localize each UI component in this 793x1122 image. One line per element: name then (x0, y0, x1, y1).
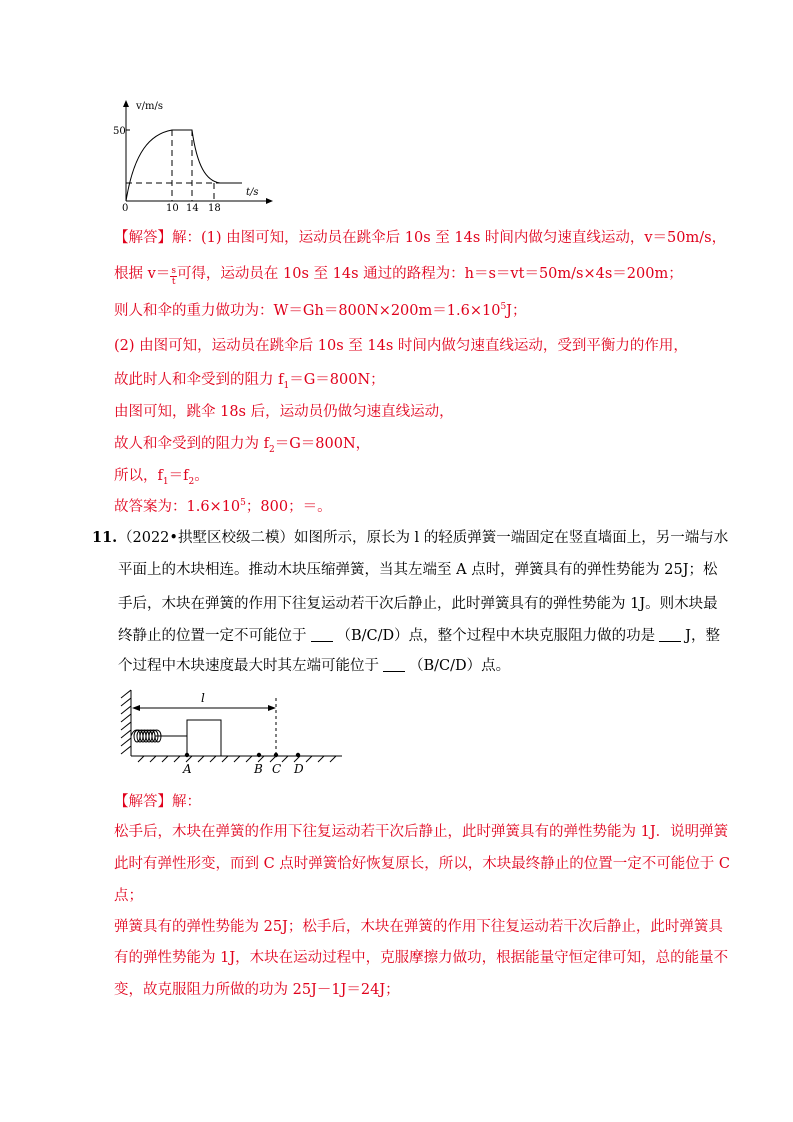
velocity-curve (126, 130, 242, 201)
answer-blank-3[interactable] (383, 657, 405, 672)
question11-line-4: 终静止的位置一定不可能位于 （B/C/D）点，整个过程中木块克服阻力做的功是 J，整 (118, 628, 720, 644)
y-axis-label: v/m/s (136, 101, 164, 112)
answer-blank-2[interactable] (659, 627, 681, 642)
solution1-line-4: (2) 由图可知，运动员在跳伞后 10s 至 14s 时间内做匀速直线运动，受到平衡力的作用， (114, 338, 688, 354)
solution2-line-3: 点； (114, 888, 143, 904)
solution-tag: 【解答】 (114, 794, 172, 810)
solution-tag: 【解答】 (114, 230, 172, 246)
point-D: D (294, 762, 304, 776)
wall (121, 690, 131, 756)
question-number: 11. (92, 529, 118, 546)
solution2-line-5: 有的弹性势能为 1J，木块在运动过程中，克服摩擦力做功，根据能量守恒定律可知，总的能量不 (114, 950, 729, 966)
spring (131, 730, 187, 742)
solution2-line-2: 此时有弹性形变，而到 C 点时弹簧恰好恢复原长，所以，木块最终静止的位置一定不可能位于 C (114, 856, 731, 872)
y-axis-arrow (123, 100, 129, 107)
solution2-line-1: 松手后，木块在弹簧的作用下往复运动若干次后静止，此时弹簧具有的弹性势能为 1J．说明弹簧 (114, 824, 729, 840)
fraction-s-over-t: $\frac{s}{t}$ (171, 266, 176, 287)
solution2-line-4: 弹簧具有的弹性势能为 25J；松手后，木块在弹簧的作用下往复运动若干次后静止，此时弹簧具 (114, 919, 723, 935)
solution1-line-5: 故此时人和伞受到的阻力 $f_1=G=800N$； (114, 372, 385, 391)
question11-line-1: （2022•拱墅区校级二模）如图所示，原长为 l 的轻质弹簧一端固定在竖直墙面上，另一端与水 (118, 530, 729, 546)
solution1-line-7: 故人和伞受到的阻力为 $f_2=G=800N$， (114, 436, 371, 455)
solution1-answer: 故答案为：$1.6\times 10^5$；800；＝。 (114, 498, 332, 515)
solution2-line-6: 变，故克服阻力所做的功为 25J－1J＝24J； (114, 982, 400, 998)
solution1-line-2: 根据 v＝ $\frac{s}{t}$ 可得，运动员在 10s 至 14s 通过的路程为：h＝s＝vt＝50m/s×4s＝200m； (114, 266, 683, 287)
solution1-line-3: 则人和伞的重力做功为：$W=Gh=800N\times 200m=1.6\times 10^5J$； (114, 302, 527, 319)
question11-line-2: 平面上的木块相连。推动木块压缩弹簧，当其左端至 A 点时，弹簧具有的弹性势能为 25J；松 (118, 562, 718, 578)
x-tick-10: 10 (166, 203, 179, 214)
wooden-block (187, 720, 221, 756)
x-axis-label: t/s (246, 187, 259, 198)
point-B: B (254, 762, 263, 776)
question11-line-5: 个过程中木块速度最大时其左端可能位于 （B/C/D）点。 (118, 658, 511, 674)
x-tick-14: 14 (186, 203, 199, 214)
x-tick-18: 18 (208, 203, 221, 214)
solution1-line-1: 【解答】解：(1) 由图可知，运动员在跳伞后 10s 至 14s 时间内做匀速直线运动，v＝50m/s， (114, 230, 727, 246)
spring-block-diagram (114, 688, 348, 780)
y-tick-50: 50 (113, 126, 126, 137)
solution1-line-8: 所以，$f_1=f_2$。 (114, 468, 209, 487)
velocity-time-graph (110, 96, 280, 214)
question11-line-3: 手后，木块在弹簧的作用下往复运动若干次后静止，此时弹簧具有的弹性势能为 1J。则木块最 (118, 596, 718, 612)
length-label: l (201, 691, 205, 705)
point-C: C (272, 762, 282, 776)
x-tick-0: 0 (122, 203, 129, 214)
x-axis-arrow (266, 198, 273, 204)
solution2-header: 【解答】解： (114, 794, 201, 810)
point-A: A (183, 762, 192, 776)
solution1-line-6: 由图可知，跳伞 18s 后，运动员仍做匀速直线运动， (114, 404, 454, 420)
answer-blank-1[interactable] (311, 627, 333, 642)
